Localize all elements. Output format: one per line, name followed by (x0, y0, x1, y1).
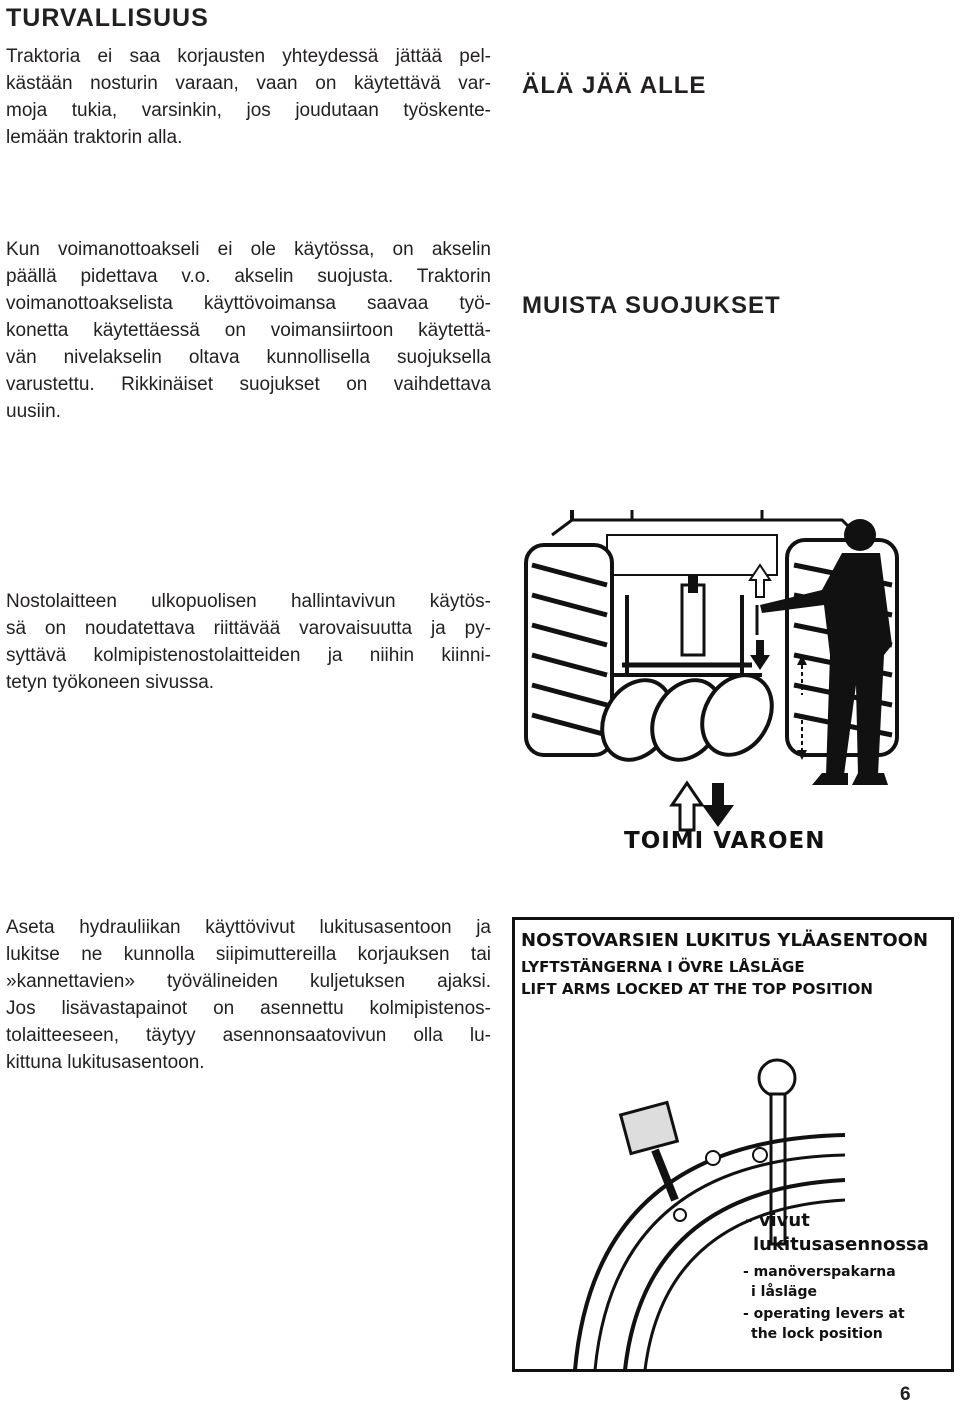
text-line: varustettu. Rikkinäiset suojukset on vaihdettava (6, 374, 491, 395)
sign-note-en-2: the lock position (751, 1326, 883, 1342)
sign-title-en: LIFT ARMS LOCKED AT THE TOP POSITION (521, 980, 873, 998)
text-line: lukitse ne kunnolla siipimuttereilla korjauksen tai (6, 944, 491, 965)
plough-discs (588, 663, 785, 773)
sign-title-fi: NOSTOVARSIEN LUKITUS YLÄASENTOON (521, 930, 929, 951)
text-line: Kun voimanottoakseli ei ole käytössa, on akselin (6, 239, 491, 260)
down-arrow-icon (702, 783, 734, 827)
paragraph-lift-control (6, 588, 491, 696)
page-number: 6 (900, 1384, 911, 1405)
lift-arms-lock-sign (512, 917, 954, 1372)
text-line: päällä pidettava v.o. akselin suojusta. Traktorin (6, 266, 491, 287)
text-line: Aseta hydrauliikan käyttövivut lukitusasentoon ja (6, 917, 491, 938)
text-line: kästään nosturin varaan, vaan on käytettävä var- (6, 73, 491, 94)
figure-caption-act-carefully: TOIMI VAROEN (624, 828, 826, 854)
tractor-hitch-illustration (512, 505, 957, 870)
text-line: Nostolaitteen ulkopuolisen hallintavivun käytös- (6, 591, 491, 612)
text-line: vän nivelakselin oltava kunnollisella suojuksella (6, 347, 491, 368)
paragraph-pto-shield (6, 236, 491, 425)
up-arrow-icon (672, 783, 702, 830)
sign-title-sv: LYFTSTÄNGERNA I ÖVRE LÅSLÄGE (521, 958, 805, 976)
paragraph-lock-levers (6, 914, 491, 1076)
callout-dont-stay-under: ÄLÄ JÄÄ ALLE (522, 72, 707, 99)
sign-note-sv-2: i låsläge (751, 1284, 818, 1300)
text-line: syttävä kolmipistenostolaitteiden ja niihin kiinni- (6, 645, 491, 666)
section-title: TURVALLISUUS (6, 4, 209, 32)
text-line: »kannettavien» työvälineiden kuljetuksen ajaksi. (6, 971, 491, 992)
text-line: sä on noudatettava riittävää varovaisuutta ja py- (6, 618, 491, 639)
text-line: kittuna lukitusasentoon. (6, 1052, 205, 1073)
text-line: tetyn työkoneen sivussa. (6, 672, 215, 693)
sign-note-fi-2: lukitusasennossa (753, 1234, 929, 1255)
callout-remember-shields: MUISTA SUOJUKSET (522, 292, 781, 319)
text-line: moja tukia, varsinkin, jos joudutaan työskente- (6, 100, 491, 121)
text-line: uusiin. (6, 401, 61, 422)
text-line: tolaitteeseen, täytyy asennonsaatovivun olla lu- (6, 1025, 491, 1046)
sign-note-fi-1: - vivut (745, 1210, 810, 1231)
text-line: Jos lisävastapainot on asennettu kolmipistenos- (6, 998, 491, 1019)
sign-note-sv-1: - manöverspakarna (743, 1264, 896, 1280)
text-line: Traktoria ei saa korjausten yhteydessä jättää pel- (6, 46, 491, 67)
paragraph-repair-support (6, 43, 491, 151)
text-line: konetta käytettäessä on voimansiirtoon käytettä- (6, 320, 491, 341)
text-line: lemään traktorin alla. (6, 127, 183, 148)
left-rear-tyre (526, 545, 612, 755)
text-line: voimanottoakselista käyttövoimansa saavaa työ- (6, 293, 491, 314)
sign-note-en-1: - operating levers at (743, 1306, 905, 1322)
